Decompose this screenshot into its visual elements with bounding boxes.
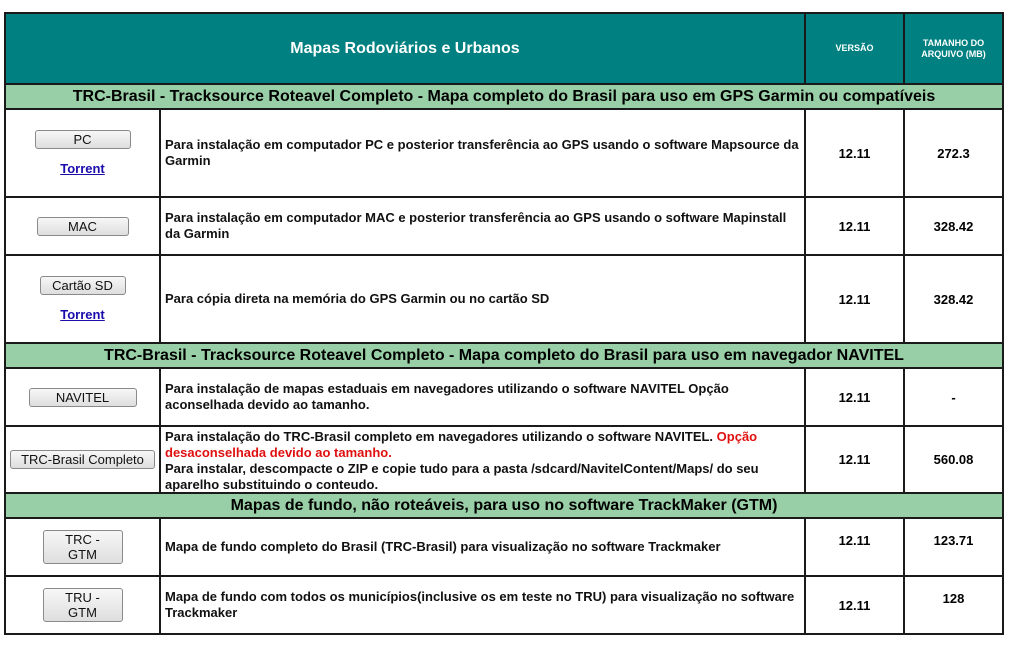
size-cell: 123.71: [933, 533, 974, 548]
action-cell: [6, 198, 161, 254]
mac-download-button[interactable]: MAC: [37, 217, 129, 236]
table-row: [6, 196, 1002, 254]
table-row: [6, 367, 1002, 425]
section-header-navitel: TRC-Brasil - Tracksource Roteavel Completo - Mapa completo do Brasil para uso em navegador NAVITEL: [6, 342, 1002, 367]
version-cell: 12.11: [806, 577, 905, 633]
warning-text: Opção desaconselhada devido ao tamanho.: [165, 429, 758, 460]
version-cell: 12.11: [806, 256, 905, 342]
table-row: [6, 254, 1002, 342]
action-cell: [6, 369, 161, 425]
size-cell: 272.3: [937, 145, 970, 161]
table-row: [6, 425, 1002, 492]
description-text: Para instalação do TRC-Brasil completo em navegadores utilizando o software NAVITEL.: [165, 429, 714, 444]
action-cell: [6, 577, 161, 633]
description-cell: Para instalação em computador PC e posterior transferência ao GPS usando o software Mapsource da Garmin: [161, 110, 806, 196]
torrent-link[interactable]: Torrent: [60, 161, 105, 176]
version-column-header: VERSÃO: [806, 14, 905, 83]
description-cell: Para cópia direta na memória do GPS Garmin ou no cartão SD: [161, 256, 806, 342]
trc-gtm-download-button[interactable]: TRC - GTM: [43, 530, 123, 564]
table-row: [6, 108, 1002, 196]
size-column-header: TAMANHO DO ARQUIVO (MB): [921, 37, 986, 59]
action-cell: [6, 519, 161, 575]
action-cell: [6, 256, 161, 342]
table-row: [6, 575, 1002, 633]
action-cell: [6, 110, 161, 196]
section-header-trackmaker: Mapas de fundo, não roteáveis, para uso no software TrackMaker (GTM): [6, 492, 1002, 517]
size-cell: -: [951, 389, 956, 405]
table-header: [6, 14, 1002, 83]
action-cell: [6, 427, 161, 492]
size-cell: 328.42: [933, 218, 974, 234]
tru-gtm-download-button[interactable]: TRU - GTM: [43, 588, 123, 622]
version-cell: 12.11: [806, 198, 905, 254]
instructions-text: Para instalar, descompacte o ZIP e copie tudo para a pasta /sdcard/NavitelContent/Maps/ do seu aparelho substituindo o conteudo.: [165, 461, 759, 492]
description-cell: [161, 427, 806, 492]
maps-table: [4, 12, 1004, 635]
torrent-link[interactable]: Torrent: [60, 307, 105, 322]
version-cell: 12.11: [806, 110, 905, 196]
version-cell: 12.11: [806, 519, 905, 575]
version-cell: 12.11: [806, 369, 905, 425]
size-cell: 560.08: [933, 452, 974, 467]
description-cell: Para instalação em computador MAC e posterior transferência ao GPS usando o software Mapinstall da Garmin: [161, 198, 806, 254]
description-cell: Mapa de fundo completo do Brasil (TRC-Brasil) para visualização no software Trackmaker: [161, 519, 806, 575]
trc-brasil-completo-download-button[interactable]: TRC-Brasil Completo: [10, 450, 155, 469]
pc-download-button[interactable]: PC: [35, 130, 131, 149]
section-header-garmin: TRC-Brasil - Tracksource Roteavel Completo - Mapa completo do Brasil para uso em GPS Garmin ou compatíveis: [6, 83, 1002, 108]
description-cell: Mapa de fundo com todos os municípios(inclusive os em teste no TRU) para visualização no software Trackmaker: [161, 577, 806, 633]
sd-card-download-button[interactable]: Cartão SD: [40, 276, 126, 295]
description-cell: Para instalação de mapas estaduais em navegadores utilizando o software NAVITEL Opção aconselhada devido ao tamanho.: [161, 369, 806, 425]
version-cell: 12.11: [806, 427, 905, 492]
table-row: [6, 517, 1002, 575]
size-cell: 128: [942, 591, 965, 606]
navitel-download-button[interactable]: NAVITEL: [29, 388, 137, 407]
table-title: Mapas Rodoviários e Urbanos: [6, 14, 806, 83]
size-cell: 328.42: [933, 291, 974, 307]
